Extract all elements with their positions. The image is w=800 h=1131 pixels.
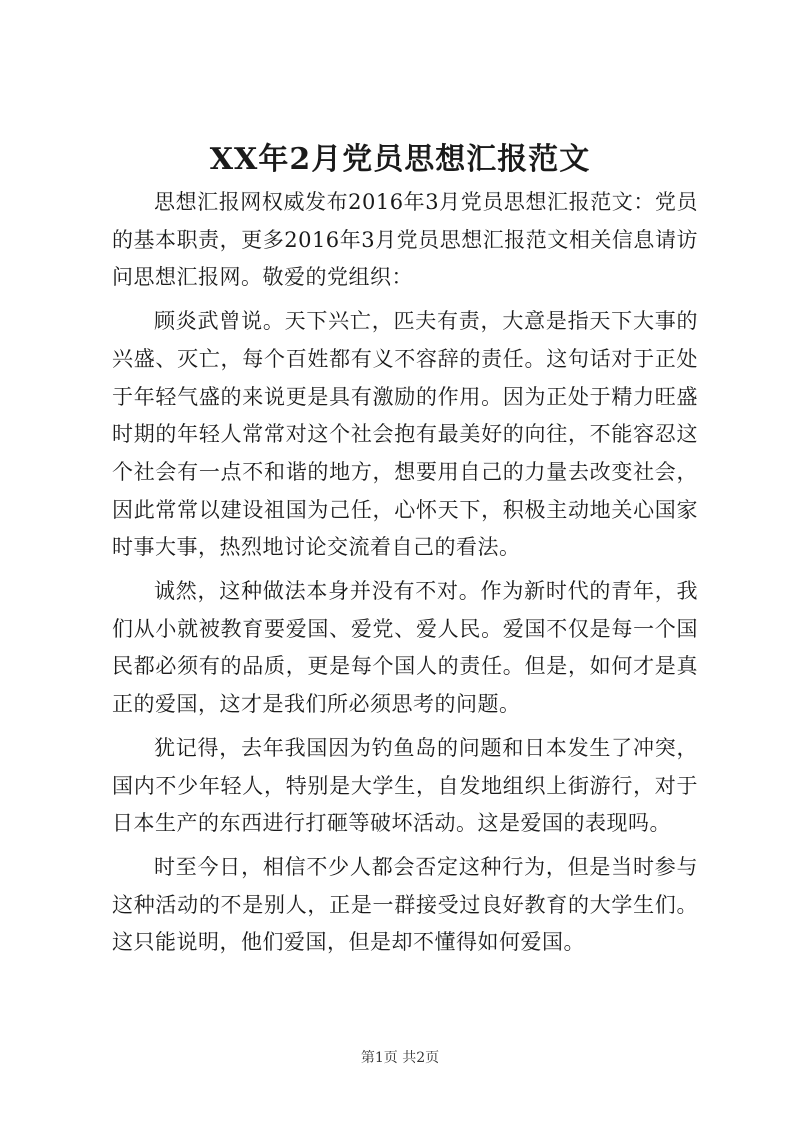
paragraph-intro: 思想汇报网权威发布2016年3月党员思想汇报范文：党员的基本职责，更多2016年3月党员思想汇报范文相关信息请访问思想汇报网。敬爱的党组织： (112, 190, 698, 290)
paragraph-patriotism: 诚然，这种做法本身并没有不对。作为新时代的青年，我们从小就被教育要爱国、爱党、爱人民。爱国不仅是每一个国民都必须有的品质，更是每个国人的责任。但是，如何才是真正的爱国，这才是我们所必须思考的问题。 (112, 579, 698, 717)
page-number-footer: 第1页 共2页 (360, 1050, 440, 1066)
paragraph-conclusion: 时至今日，相信不少人都会否定这种行为，但是当时参与这种活动的不是别人，正是一群接受过良好教育的大学生们。这只能说明，他们爱国，但是却不懂得如何爱国。 (112, 854, 698, 955)
document-title: XX年2月党员思想汇报范文 (209, 142, 591, 177)
paragraph-diaoyu-protest: 犹记得，去年我国因为钓鱼岛的问题和日本发生了冲突，国内不少年轻人，特别是大学生，自发地组织上街游行，对于日本生产的东西进行打砸等破坏活动。这是爱国的表现吗。 (112, 735, 698, 836)
document-body (112, 184, 698, 968)
paragraph-gu-yanwu: 顾炎武曾说。天下兴亡，匹夫有责，大意是指天下大事的兴盛、灭亡，每个百姓都有义不容辞的责任。这句话对于正处于年轻气盛的来说更是具有激励的作用。因为正处于精力旺盛时期的年轻人常常对这个社会抱有最美好的向往，不能容忍这个社会有一点不和谐的地方，想要用自己的力量去改变社会，因此常常以建设祖国为己任，心怀天下，积极主动地关心国家时事大事，热烈地讨论交流着自己的看法。 (112, 309, 698, 560)
